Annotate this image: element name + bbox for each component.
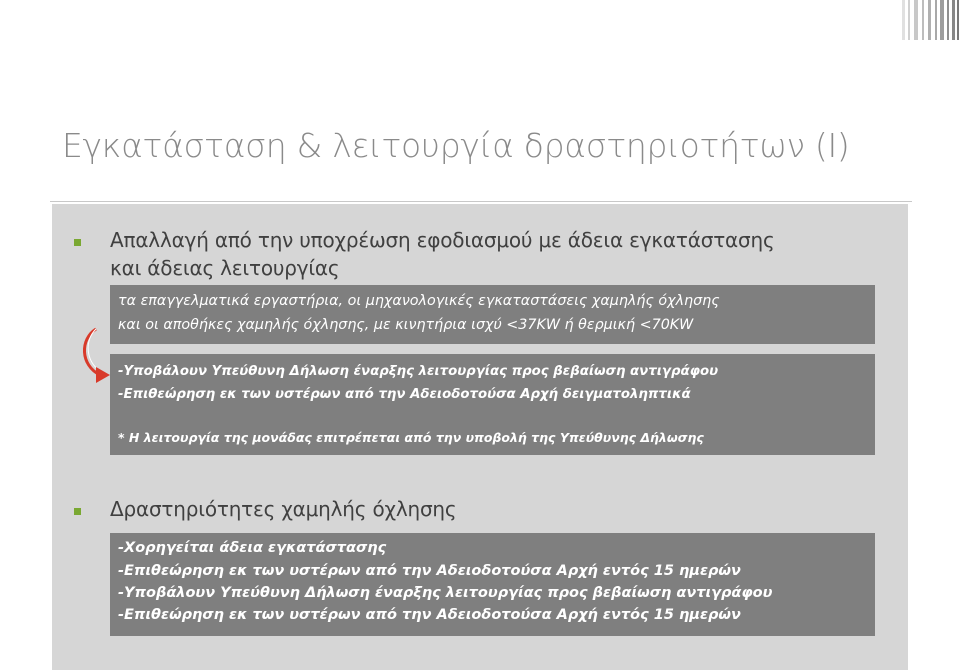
bullet-marker-1 — [74, 239, 81, 246]
bullet-1-line2: και άδειας λειτουργίας — [110, 256, 340, 280]
obligation-line-2: -Επιθεώρηση εκ των υστέρων από την Αδειοδοτούσα Αρχή δειγματοληπτικά — [118, 387, 691, 402]
scope-line-1: τα επαγγελματικά εργαστήρια, οι μηχανολογικές εγκαταστάσεις χαμηλής όχλησης — [118, 293, 720, 309]
scope-box — [110, 285, 875, 344]
scope-line-2: και οι αποθήκες χαμηλής όχλησης, με κινητήρια ισχύ <37KW ή θερμική <70KW — [118, 317, 694, 333]
slide-title: Εγκατάσταση & λειτουργία δραστηριοτήτων (Ι) — [62, 126, 850, 165]
decorative-stripes — [900, 0, 960, 40]
obligation-line-1: -Υποβάλουν Υπεύθυνη Δήλωση έναρξης λειτουργίας προς βεβαίωση αντιγράφου — [118, 364, 719, 379]
bullet-2-line1: Δραστηριότητες χαμηλής όχλησης — [110, 497, 457, 521]
low-nuisance-line-1: -Χορηγείται άδεια εγκατάστασης — [118, 540, 387, 556]
low-nuisance-box — [110, 533, 875, 636]
obligations-box — [110, 354, 875, 455]
bullet-1-line1: Απαλλαγή από την υποχρέωση εφοδιασμού με άδεια εγκατάστασης — [110, 228, 775, 252]
low-nuisance-line-2: -Επιθεώρηση εκ των υστέρων από την Αδειοδοτούσα Αρχή εντός 15 ημερών — [118, 563, 741, 579]
obligation-note: * Η λειτουργία της μονάδας επιτρέπεται από την υποβολή της Υπεύθυνης Δήλωσης — [118, 430, 704, 445]
low-nuisance-line-4: -Επιθεώρηση εκ των υστέρων από την Αδειοδοτούσα Αρχή εντός 15 ημερών — [118, 607, 741, 623]
bullet-marker-2 — [74, 508, 81, 515]
title-divider — [50, 201, 912, 202]
low-nuisance-line-3: -Υποβάλουν Υπεύθυνη Δήλωση έναρξης λειτουργίας προς βεβαίωση αντιγράφου — [118, 585, 773, 601]
curved-arrow-icon — [74, 325, 114, 385]
